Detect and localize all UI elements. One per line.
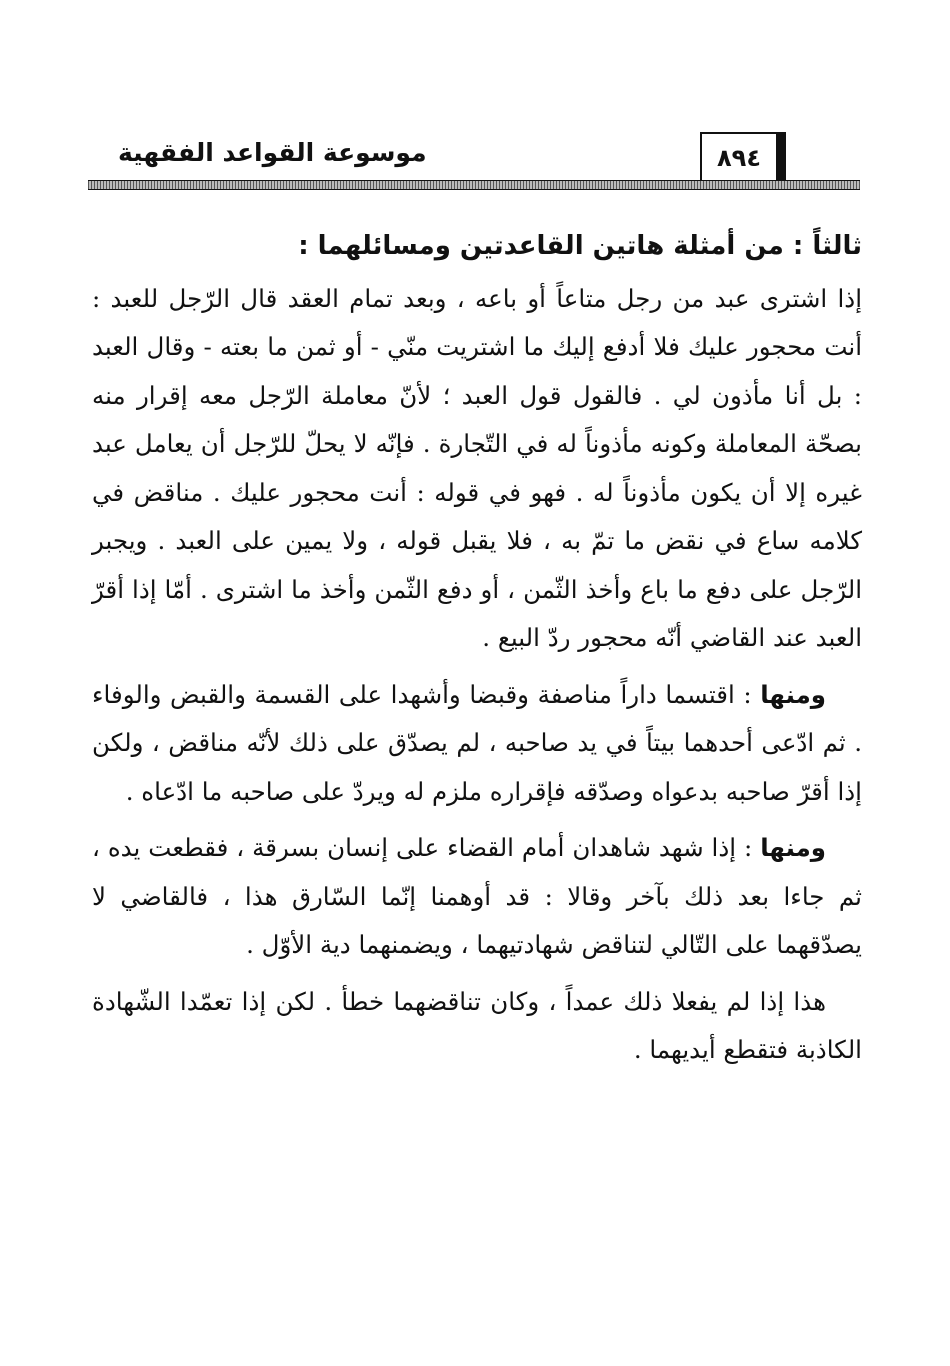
page-number: ٨٩٤ (717, 144, 761, 172)
book-title: موسوعة القواعد الفقهية (118, 138, 427, 167)
header-rule (88, 180, 860, 190)
paragraph-1-text: إذا اشترى عبد من رجل متاعاً أو باعه ، وبعد تمام العقد قال الرّجل للعبد : أنت محجور عليك فلا أدفع إليك ما اشتريت منّي - أو ثمن ما بعته - وقال العبد : بل أنا مأذون لي . فالقول قول العبد ؛ لأنّ معاملة الرّجل معه إقرار منه بصحّة المعاملة وكونه مأذوناً له في التّجارة . فإنّه لا يحلّ للرّجل أن يعامل عبد غيره إلا أن يكون مأذوناً له . فهو في قوله : أنت محجور عليك . مناقض في كلامه ساع في نقض ما تمّ به ، فلا يقبل قوله ، ولا يمين على العبد . ويجبر الرّجل على دفع ما باع وأخذ الثّمن ، أو دفع الثّمن وأخذ ما اشترى . أمّا إذا أقرّ العبد عند القاضي أنّه محجور ردّ البيع . (92, 283, 862, 652)
paragraph-1 (92, 275, 862, 663)
page-header (88, 132, 860, 190)
page-number-box (700, 132, 786, 182)
paragraph-2-text: : اقتسما داراً مناصفة وقبضا وأشهدا على القسمة والقبض والوفاء . ثم ادّعى أحدهما بيتاً في يد صاحبه ، لم يصدّق على ذلك لأنّه مناقض ، ولكن إذا أقرّ صاحبه بدعواه وصدّقه فإقراره ملزم له ويردّ على صاحبه ما ادّعاه . (92, 679, 862, 806)
paragraph-3-lead: ومنها (760, 833, 826, 862)
paragraph-2-lead: ومنها (760, 679, 826, 709)
paragraph-3-text: : إذا شهد شاهدان أمام القضاء على إنسان بسرقة ، فقطعت يده ، ثم جاءا بعد ذلك بآخر وقالا : قد أوهمنا إنّما السّارق هذا ، فالقاضي لا يصدّقهما على التّالي لتناقض شهادتيهما ، ويضمنهما دية الأوّل . (92, 833, 862, 959)
section-heading: ثالثاً : من أمثلة هاتين القاعدتين ومسائلهما : (298, 231, 862, 261)
paragraph-2 (92, 671, 862, 817)
paragraph-3 (92, 824, 862, 970)
page-body (92, 222, 862, 1083)
paragraph-4-text: هذا إذا لم يفعلا ذلك عمداً ، وكان تناقضهما خطأ . لكن إذا تعمّدا الشّهادة الكاذبة فتقطع أيديهما . (92, 986, 862, 1064)
paragraph-4 (92, 978, 862, 1075)
